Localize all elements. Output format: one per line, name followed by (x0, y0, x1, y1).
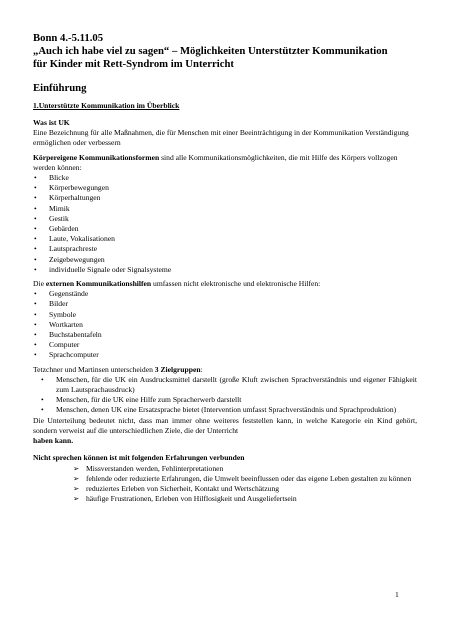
list-item: • Zeigebewegungen (33, 255, 417, 265)
arrow-bullet-icon: ➢ (73, 483, 80, 493)
zielgruppen-outro: Die Unterteilung bedeutet nicht, dass man immer ohne weiteres feststellen kann, in welche Kategorie ein Kind gehört, sondern verweist auf die unterschiedlichen Ziele, die der Unterricht (33, 415, 417, 435)
koerpereigene-intro (33, 153, 417, 173)
nicht-sprechen-list (33, 464, 417, 505)
list-item-text: häufige Frustrationen, Erleben von Hilflosigkeit und Ausgeliefertsein (86, 494, 297, 504)
list-item (33, 474, 417, 484)
list-item: • Lautsprachreste (33, 244, 417, 254)
zielgruppen-intro-start: Tetzchner und Martinsen unterscheiden (33, 364, 155, 374)
section-heading: Einführung (33, 82, 87, 94)
document-page (33, 32, 417, 504)
list-item: • Wortkarten (33, 320, 417, 330)
list-item-text: reduziertes Erleben von Sicherheit, Kontakt und Wertschätzung (86, 483, 280, 493)
list-item-text: Missverstanden werden, Fehlinterpretationen (86, 463, 224, 473)
externe-intro-rest: umfassen nicht elektronische und elektronische Hilfen: (151, 279, 321, 289)
list-item: • Körperbewegungen (33, 183, 417, 193)
externe-intro-start: Die (33, 279, 46, 289)
externe-intro-bold: externen Kommunikationshilfen (45, 279, 152, 289)
page-number: 1 (395, 590, 399, 599)
list-item-text: fehlende oder reduzierte Erfahrungen, die Umwelt beeinflussen oder das eigene Leben gestalten zu können (86, 473, 412, 483)
koerpereigene-intro-bold: Körpereigene Kommunikationsformen (33, 152, 160, 162)
list-item: • Menschen, für die UK eine Hilfe zum Spracherwerb darstellt (33, 395, 417, 405)
list-item (33, 484, 417, 494)
list-item: • Blicke (33, 173, 417, 183)
list-item: • individuelle Signale oder Signalsysteme (33, 265, 417, 275)
subsection-heading: 1.Unterstützte Kommunikation im Überblick (33, 101, 180, 110)
zielgruppen-outro-bold: haben kann. (33, 436, 74, 446)
list-item: • Mimik (33, 204, 417, 214)
was-ist-uk-text: Eine Bezeichnung für alle Maßnahmen, die für Menschen mit einer Beeinträchtigung in der Kommunikation Verständigung ermöglichen oder verbessern (33, 128, 409, 148)
koerpereigene-list (33, 173, 417, 275)
arrow-bullet-icon: ➢ (73, 463, 80, 473)
list-item: • Menschen, für die UK ein Ausdrucksmittel darstellt (große Kluft zwischen Sprachverständnis und eigener Fähigkeit zum Lautsprachausdruck) (33, 375, 417, 395)
list-item: • Sprachcomputer (33, 350, 417, 360)
koerpereigene-intro-rest: sind alle Kommunikationsmöglichkeiten, die mit Hilfe des Körpers vollzogen werden können: (33, 152, 398, 172)
list-item: • Computer (33, 340, 417, 350)
zielgruppen-intro-bold: 3 Zielgruppen (154, 364, 201, 374)
title-line-1: Bonn 4.-5.11.05 (33, 32, 104, 44)
zielgruppen-intro (33, 365, 417, 375)
title-line-3: für Kinder mit Rett-Syndrom im Unterricht (33, 58, 234, 70)
list-item: • Gegenstände (33, 289, 417, 299)
externe-list (33, 289, 417, 360)
list-item: • Gebärden (33, 224, 417, 234)
arrow-bullet-icon: ➢ (73, 473, 80, 483)
arrow-bullet-icon: ➢ (73, 494, 80, 504)
list-item (33, 494, 417, 504)
was-ist-uk-heading: Was ist UK (33, 118, 70, 127)
list-item: • Laute, Vokalisationen (33, 234, 417, 244)
title-line-2: „Auch ich habe viel zu sagen“ – Möglichkeiten Unterstützter Kommunikation (33, 45, 388, 57)
list-item: • Buchstabentafeln (33, 330, 417, 340)
list-item: • Gestik (33, 214, 417, 224)
list-item: • Menschen, denen UK eine Ersatzsprache bietet (Intervention umfasst Sprachverständnis und Sprachproduktion) (33, 405, 417, 415)
nicht-sprechen-heading: Nicht sprechen können ist mit folgenden Erfahrungen verbunden (33, 453, 245, 463)
list-item: • Körperhaltungen (33, 193, 417, 203)
zielgruppen-intro-end: : (200, 364, 203, 374)
list-item (33, 464, 417, 474)
list-item: • Symbole (33, 310, 417, 320)
externe-intro (33, 279, 417, 289)
list-item: • Bilder (33, 299, 417, 309)
zielgruppen-list (33, 375, 417, 416)
